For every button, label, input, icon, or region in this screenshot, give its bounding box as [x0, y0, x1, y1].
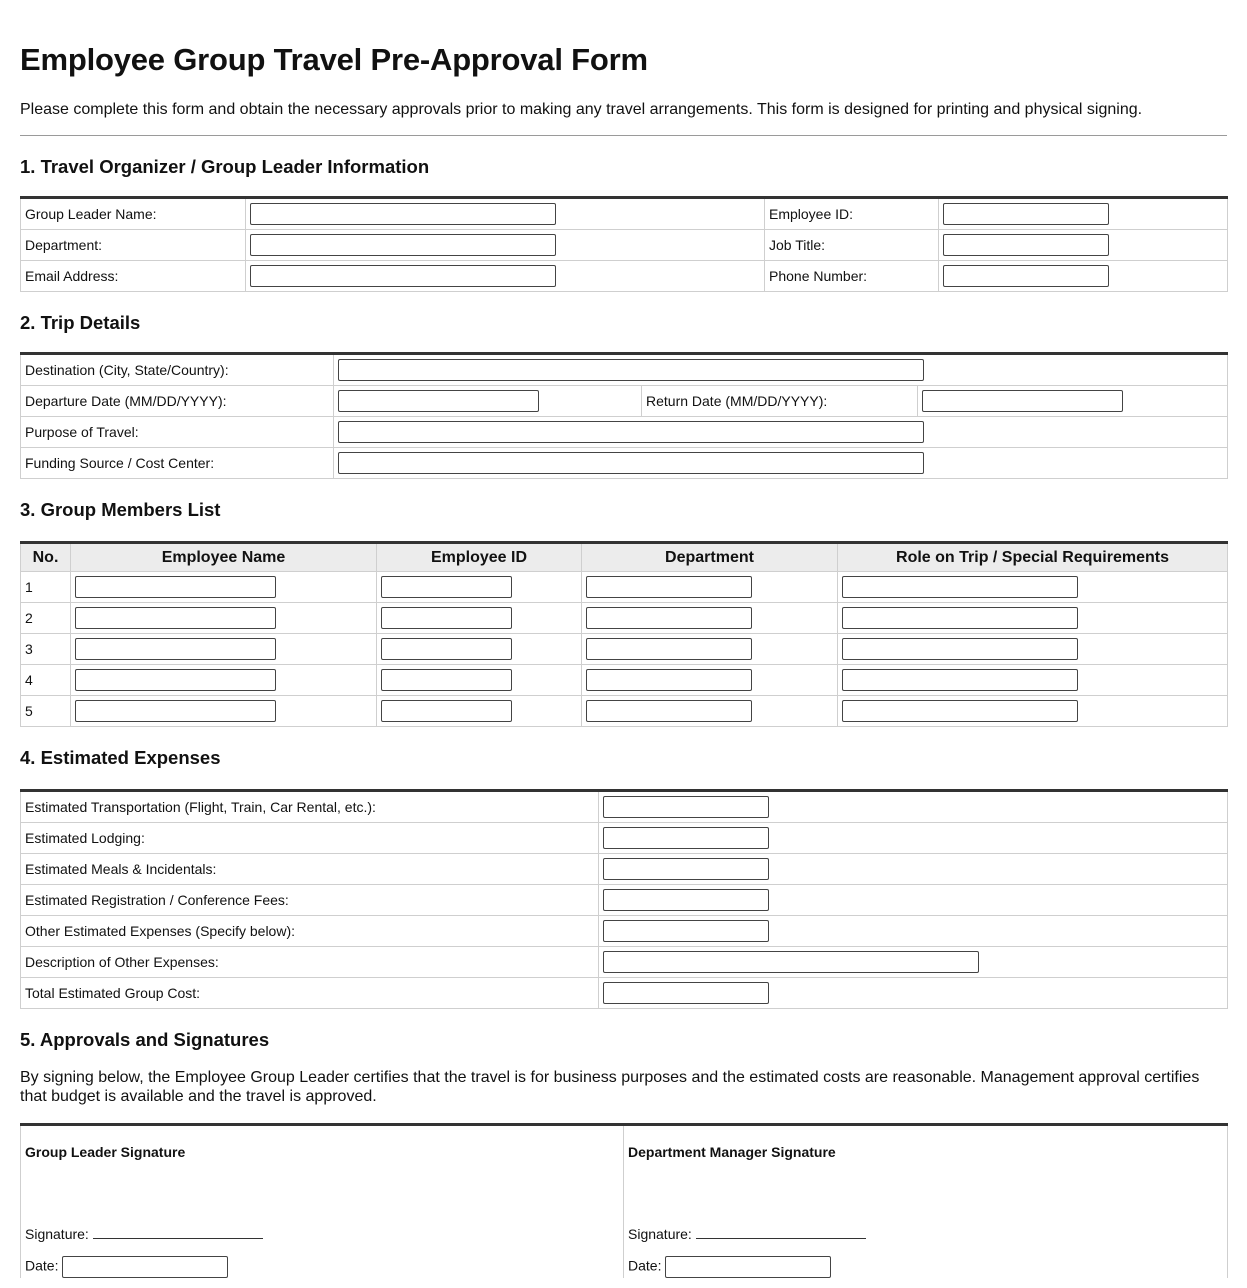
return-date-input[interactable]	[922, 390, 1123, 412]
table-row	[21, 696, 1228, 727]
signature-label: Signature:	[25, 1226, 89, 1242]
organizer-info-table	[20, 196, 1228, 292]
intro-text: Please complete this form and obtain the necessary approvals prior to making any travel arrangements. This form is designed for printing and physical signing.	[20, 101, 1143, 118]
expense-row	[21, 916, 1228, 947]
purpose-input[interactable]	[338, 421, 924, 443]
field-label: Destination (City, State/Country):	[21, 354, 334, 386]
divider	[20, 135, 1227, 136]
signature-label: Signature:	[628, 1226, 692, 1242]
expense-row	[21, 947, 1228, 978]
total-cost-input[interactable]	[603, 982, 769, 1004]
expense-label: Estimated Lodging:	[21, 823, 599, 854]
table-row	[21, 634, 1228, 665]
funding-source-input[interactable]	[338, 452, 924, 474]
role-input[interactable]	[842, 576, 1078, 598]
other-cost-input[interactable]	[603, 920, 769, 942]
field-label: Phone Number:	[765, 261, 939, 292]
employee-id-input[interactable]	[943, 203, 1109, 225]
row-number: 5	[21, 696, 71, 727]
expense-label: Estimated Registration / Conference Fees:	[21, 885, 599, 916]
expense-label: Description of Other Expenses:	[21, 947, 599, 978]
employee-name-input[interactable]	[75, 669, 276, 691]
manager-date-input[interactable]	[665, 1256, 831, 1278]
employee-id-input[interactable]	[381, 700, 512, 722]
employee-name-input[interactable]	[75, 638, 276, 660]
trip-row	[21, 354, 1228, 386]
employee-name-input[interactable]	[75, 607, 276, 629]
employee-name-input[interactable]	[75, 700, 276, 722]
organizer-row	[21, 198, 1228, 230]
expense-label: Other Estimated Expenses (Specify below):	[21, 916, 599, 947]
meals-cost-input[interactable]	[603, 858, 769, 880]
lodging-cost-input[interactable]	[603, 827, 769, 849]
section-5-heading: 5. Approvals and Signatures	[20, 1029, 270, 1050]
page-title: Employee Group Travel Pre-Approval Form	[20, 42, 648, 77]
employee-id-input[interactable]	[381, 607, 512, 629]
expense-row	[21, 885, 1228, 916]
column-header: No.	[21, 543, 71, 572]
manager-signature-line[interactable]	[696, 1225, 866, 1239]
role-input[interactable]	[842, 669, 1078, 691]
table-row	[21, 665, 1228, 696]
registration-cost-input[interactable]	[603, 889, 769, 911]
field-label: Email Address:	[21, 261, 246, 292]
expenses-table	[20, 789, 1228, 1009]
total-label: Total Estimated Group Cost:	[21, 978, 599, 1009]
department-input[interactable]	[586, 669, 752, 691]
department-input[interactable]	[586, 607, 752, 629]
department-input[interactable]	[586, 576, 752, 598]
section-1-heading: 1. Travel Organizer / Group Leader Information	[20, 156, 430, 177]
trip-row	[21, 386, 1228, 417]
table-row	[21, 603, 1228, 634]
phone-number-input[interactable]	[943, 265, 1109, 287]
transportation-cost-input[interactable]	[603, 796, 769, 818]
section-4-heading: 4. Estimated Expenses	[20, 747, 221, 768]
expense-label: Estimated Transportation (Flight, Train, Car Rental, etc.):	[21, 791, 599, 823]
column-header: Role on Trip / Special Requirements	[838, 543, 1228, 572]
field-label: Group Leader Name:	[21, 198, 246, 230]
header-row	[21, 543, 1228, 572]
row-number: 2	[21, 603, 71, 634]
employee-name-input[interactable]	[75, 576, 276, 598]
department-input[interactable]	[586, 638, 752, 660]
group-members-table	[20, 541, 1228, 727]
employee-id-input[interactable]	[381, 669, 512, 691]
group-leader-signature-block	[21, 1125, 624, 1279]
expense-total-row	[21, 978, 1228, 1009]
column-header: Employee Name	[71, 543, 377, 572]
other-description-input[interactable]	[603, 951, 979, 973]
expense-label: Estimated Meals & Incidentals:	[21, 854, 599, 885]
signature-table	[20, 1123, 1228, 1278]
approval-statement: By signing below, the Employee Group Leader certifies that the travel is for business purposes and the estimated costs are reasonable. Management approval certifies that budget is available and the travel is approved.	[20, 1069, 1200, 1105]
department-input[interactable]	[586, 700, 752, 722]
field-label: Department:	[21, 230, 246, 261]
departure-date-input[interactable]	[338, 390, 539, 412]
column-header: Employee ID	[377, 543, 582, 572]
expense-row	[21, 854, 1228, 885]
destination-input[interactable]	[338, 359, 924, 381]
trip-row	[21, 448, 1228, 479]
trip-details-table	[20, 352, 1228, 479]
organizer-row	[21, 261, 1228, 292]
group-leader-name-input[interactable]	[250, 203, 556, 225]
row-number: 3	[21, 634, 71, 665]
signature-block-title: Group Leader Signature	[25, 1144, 186, 1160]
field-label: Job Title:	[765, 230, 939, 261]
field-label: Purpose of Travel:	[21, 417, 334, 448]
column-header: Department	[582, 543, 838, 572]
field-label: Employee ID:	[765, 198, 939, 230]
trip-row	[21, 417, 1228, 448]
row-number: 1	[21, 572, 71, 603]
employee-id-input[interactable]	[381, 638, 512, 660]
employee-id-input[interactable]	[381, 576, 512, 598]
job-title-input[interactable]	[943, 234, 1109, 256]
field-label: Funding Source / Cost Center:	[21, 448, 334, 479]
date-label: Date:	[25, 1257, 59, 1274]
row-number: 4	[21, 665, 71, 696]
department-input[interactable]	[250, 234, 556, 256]
organizer-row	[21, 230, 1228, 261]
manager-signature-block	[624, 1125, 1228, 1279]
table-row	[21, 572, 1228, 603]
expense-row	[21, 823, 1228, 854]
group-leader-date-input[interactable]	[62, 1256, 228, 1278]
role-input[interactable]	[842, 607, 1078, 629]
role-input[interactable]	[842, 700, 1078, 722]
date-label: Date:	[628, 1257, 662, 1274]
email-address-input[interactable]	[250, 265, 556, 287]
section-2-heading: 2. Trip Details	[20, 312, 141, 333]
signature-block-title: Department Manager Signature	[628, 1144, 836, 1160]
field-label: Departure Date (MM/DD/YYYY):	[21, 386, 334, 417]
section-3-heading: 3. Group Members List	[20, 499, 221, 520]
expense-row	[21, 791, 1228, 823]
role-input[interactable]	[842, 638, 1078, 660]
field-label: Return Date (MM/DD/YYYY):	[642, 386, 918, 417]
group-leader-signature-line[interactable]	[93, 1225, 263, 1239]
